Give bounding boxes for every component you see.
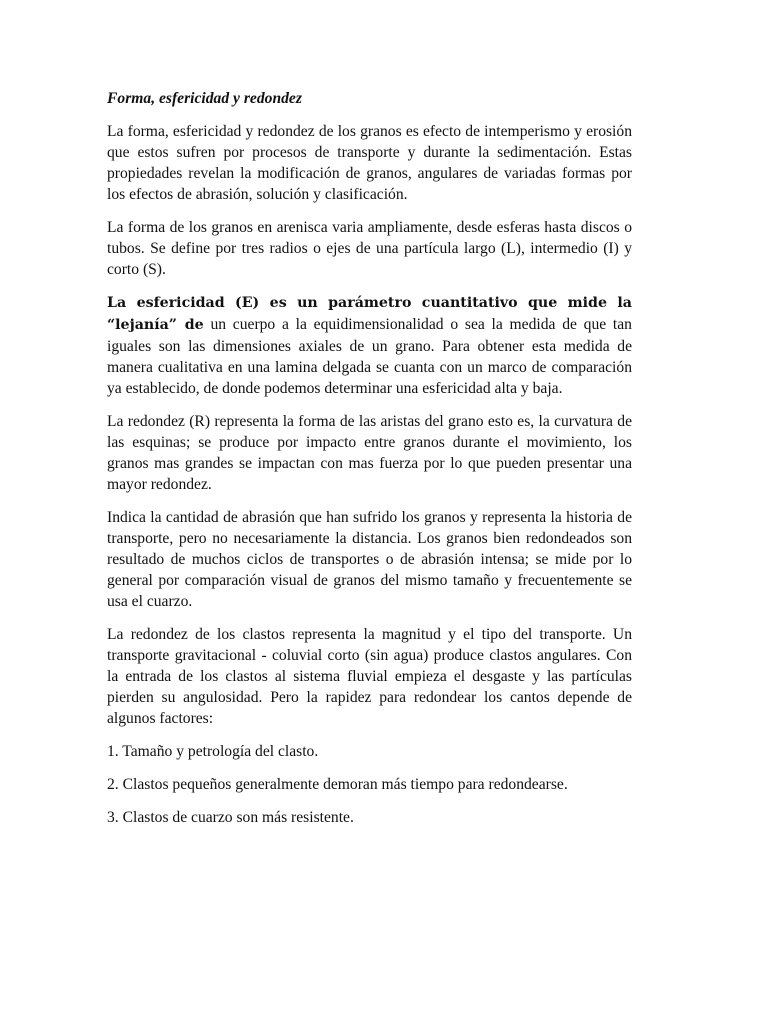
paragraph-abrasion: Indica la cantidad de abrasión que han sufrido los granos y representa la historia de transporte, pero no necesariamente la distancia. Los granos bien redondeados son resultado de muchos ciclos de transportes o de abrasión intensa; se mide por lo general por comparación visual de granos del mismo tamaño y frecuentemente se usa el cuarzo. — [107, 509, 632, 610]
paragraph-redondez: La redondez (R) representa la forma de las aristas del grano esto es, la curvatura de las esquinas; se produce por impacto entre granos durante el movimiento, los granos mas grandes se impactan con mas fuerza por lo que pueden presentar una mayor redondez. — [107, 413, 632, 493]
list-item-2: 2. Clastos pequeños generalmente demoran más tiempo para redondearse. — [107, 776, 568, 793]
paragraph-forma: La forma de los granos en arenisca varia ampliamente, desde esferas hasta discos o tubos. Se define por tres radios o ejes de una partícula largo (L), intermedio (I) y corto (S). — [107, 219, 632, 278]
document-page — [107, 88, 632, 840]
esfericidad-lead-text: La esfericidad (E) es un parámetro cuantitativo que mide la “lejanía” de — [107, 295, 632, 333]
section-title: Forma, esfericidad y redondez — [107, 90, 302, 107]
list-item-1: 1. Tamaño y petrología del clasto. — [107, 743, 319, 760]
list-item-3: 3. Clastos de cuarzo son más resistente. — [107, 809, 354, 826]
paragraph-clastos: La redondez de los clastos representa la magnitud y el tipo del transporte. Un transporte gravitacional - coluvial corto (sin agua) produce clastos angulares. Con la entrada de los clastos al sistema fluvial empieza el desgaste y las partículas pierden su angulosidad. Pero la rapidez para redondear los cantos depende de algunos factores: — [107, 626, 632, 727]
esfericidad-rest-text: un cuerpo a la equidimensionalidad o sea la medida de que tan iguales son las dimensiones axiales de un grano. Para obtener esta medida de manera cualitativa en una lamina delgada se cuanta con un marco de comparación ya establecido, de donde podemos determinar una esfericidad alta y baja. — [107, 316, 632, 397]
paragraph-intro: La forma, esfericidad y redondez de los granos es efecto de intemperismo y erosión que estos sufren por procesos de transporte y durante la sedimentación. Estas propiedades revelan la modificación de granos, angulares de variadas formas por los efectos de abrasión, solución y clasificación. — [107, 123, 632, 203]
paragraph-esfericidad — [107, 292, 632, 399]
